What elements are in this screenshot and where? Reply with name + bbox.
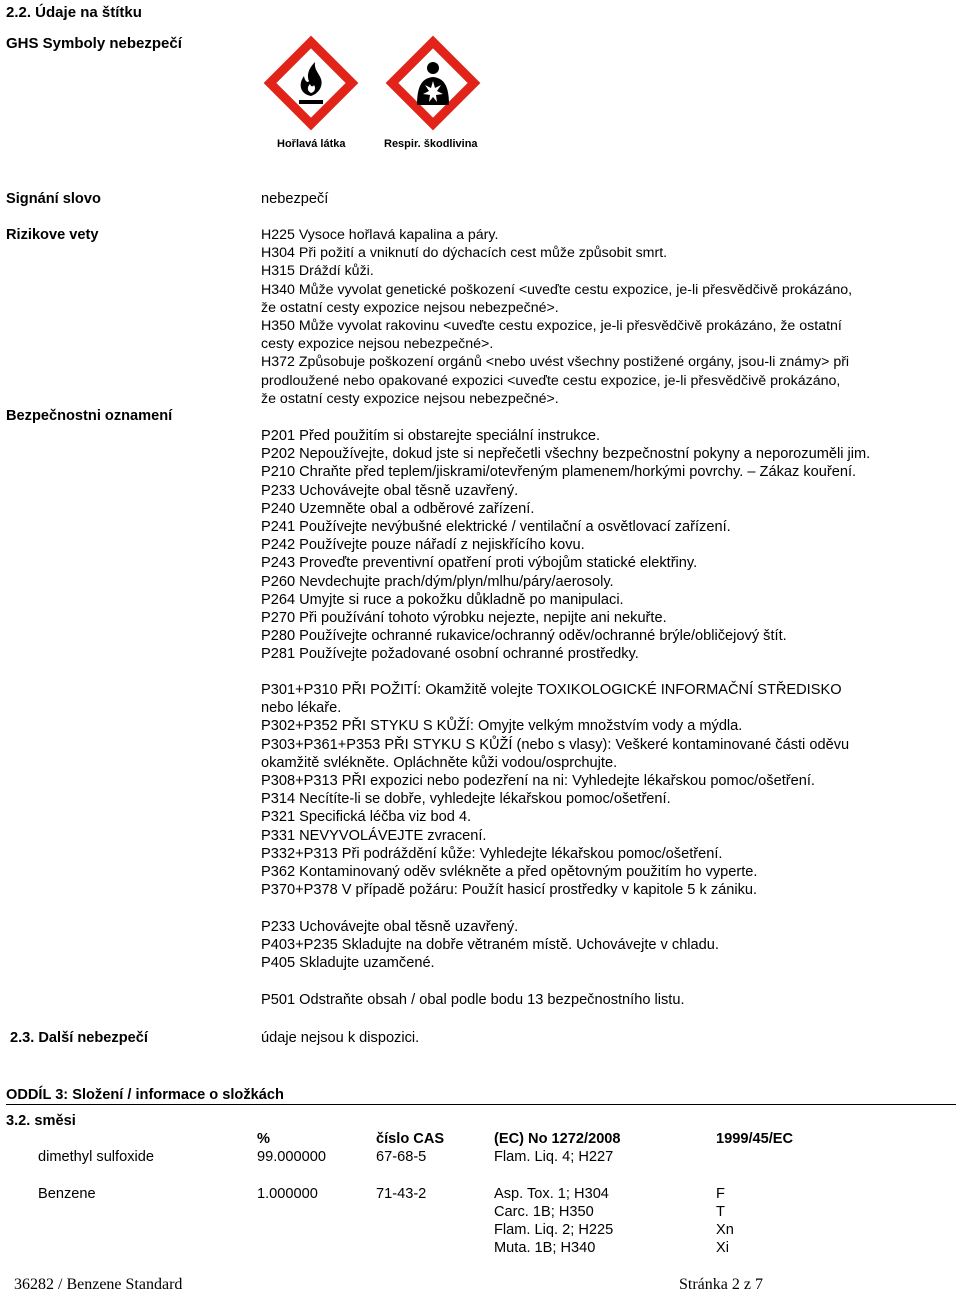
- component-cas: 67-68-5: [376, 1149, 427, 1165]
- component-cas: 71-43-2: [376, 1186, 427, 1202]
- precautionary-statement: P301+P310 PŘI POŽITÍ: Okamžitě volejte TOXIKOLOGICKÉ INFORMAČNÍ STŘEDISKO: [261, 682, 842, 698]
- footer-document: 36282 / Benzene Standard: [14, 1276, 183, 1293]
- hazard-statement: že ostatní cesty expozice nejsou nebezpečné>.: [261, 299, 559, 316]
- column-header-cas: číslo CAS: [376, 1131, 445, 1147]
- component-dsd: Xi: [716, 1240, 729, 1256]
- hazard-statement: prodloužené nebo opakované expozici <uveďte cestu expozice, je-li přesvědčivě prokázáno,: [261, 372, 841, 389]
- hazard-statement: H304 Při požití a vniknutí do dýchacích cest může způsobit smrt.: [261, 245, 668, 262]
- signal-word-value: nebezpečí: [261, 191, 329, 207]
- precautionary-statement: P242 Používejte pouze nářadí z nejiskřícího kovu.: [261, 537, 585, 554]
- precautionary-statement: nebo lékaře.: [261, 700, 342, 717]
- precautionary-statement: P280 Používejte ochranné rukavice/ochranný oděv/ochranné brýle/obličejový štít.: [261, 628, 787, 645]
- precautionary-statement: P331 NEVYVOLÁVEJTE zvracení.: [261, 827, 487, 844]
- component-percent: 99.000000: [257, 1149, 326, 1165]
- other-hazards-label: 2.3. Další nebezpečí: [10, 1030, 148, 1046]
- precautionary-response: [261, 681, 951, 899]
- section-heading: 2.2. Údaje na štítku: [6, 4, 142, 21]
- precautionary-statement: P321 Specifická léčba viz bod 4.: [261, 809, 472, 826]
- component-clp: Flam. Liq. 2; H225: [494, 1222, 614, 1238]
- precautionary-statement: P303+P361+P353 PŘI STYKU S KŮŽÍ (nebo s vlasy): Veškeré kontaminované části oděvu: [261, 736, 850, 753]
- precautionary-statement: P281 Používejte požadované osobní ochranné prostředky.: [261, 646, 639, 663]
- precautionary-statement: P241 Používejte nevýbušné elektrické / ventilační a osvětlovací zařízení.: [261, 519, 731, 536]
- hazard-statement: H340 Může vyvolat genetické poškození <uveďte cestu expozice, je-li přesvědčivě prokázáno,: [261, 281, 853, 298]
- hazard-statement: H315 Dráždí kůži.: [261, 263, 374, 280]
- component-name: dimethyl sulfoxide: [38, 1149, 154, 1165]
- component-percent: 1.000000: [257, 1186, 318, 1202]
- hazard-statement: H372 Způsobuje poškození orgánů <nebo uvést všechny postižené orgány, jsou-li známy> při: [261, 354, 850, 371]
- section-divider: [6, 1104, 956, 1105]
- precautionary-statement: P243 Proveďte preventivní opatření proti výbojům statické elektřiny.: [261, 555, 698, 572]
- hazard-statement: H225 Vysoce hořlavá kapalina a páry.: [261, 227, 499, 243]
- health-hazard-icon: [384, 34, 482, 132]
- precautionary-disposal: [261, 991, 951, 1009]
- precautionary-statement: P233 Uchovávejte obal těsně uzavřený.: [261, 482, 519, 499]
- safety-notices-label: Bezpečnostni oznamení: [6, 408, 173, 424]
- component-clp: Flam. Liq. 4; H227: [494, 1149, 614, 1165]
- column-header-percent: %: [257, 1131, 270, 1147]
- component-dsd: F: [716, 1186, 725, 1202]
- risk-phrases-label: Rizikove vety: [6, 227, 99, 243]
- precautionary-statement: P403+P235 Skladujte na dobře větraném místě. Uchovávejte v chladu.: [261, 937, 719, 954]
- precautionary-statement: P264 Umyjte si ruce a pokožku důkladně po manipulaci.: [261, 591, 624, 608]
- section-3-heading: ODDÍL 3: Složení / informace o složkách: [6, 1087, 284, 1103]
- precautionary-statement: P314 Necítíte-li se dobře, vyhledejte lékařskou pomoc/ošetření.: [261, 791, 671, 808]
- precautionary-statement: P260 Nevdechujte prach/dým/plyn/mlhu/páry/aerosoly.: [261, 573, 614, 590]
- hazard-statement: H350 Může vyvolat rakovinu <uveďte cestu expozice, je-li přesvědčivě prokázáno, že ostatní: [261, 318, 842, 335]
- hazard-statement: cesty expozice nejsou nebezpečné>.: [261, 336, 494, 353]
- precautionary-statement: P210 Chraňte před teplem/jiskrami/otevřeným plamenem/horkými povrchy. – Zákaz kouření.: [261, 464, 857, 481]
- pictogram-caption-health: Respir. škodlivina: [384, 138, 478, 150]
- precautionary-storage: [261, 918, 951, 973]
- flame-icon: [262, 34, 360, 132]
- component-dsd: Xn: [716, 1222, 734, 1238]
- component-name: Benzene: [38, 1186, 96, 1202]
- component-clp: Muta. 1B; H340: [494, 1240, 596, 1256]
- precautionary-statement: P270 Při používání tohoto výrobku nejezte, nepijte ani nekuřte.: [261, 610, 667, 627]
- precautionary-statement: P405 Skladujte uzamčené.: [261, 955, 435, 972]
- component-clp: Asp. Tox. 1; H304: [494, 1186, 609, 1202]
- footer-page-number: Stránka 2 z 7: [679, 1276, 763, 1293]
- precautionary-statement: P501 Odstraňte obsah / obal podle bodu 13 bezpečnostního listu.: [261, 992, 685, 1008]
- precautionary-statement: okamžitě svlékněte. Opláchněte kůži vodou/osprchujte.: [261, 754, 618, 771]
- component-dsd: T: [716, 1204, 725, 1220]
- precautionary-statement: P370+P378 V případě požáru: Použít hasicí prostředky v kapitole 5 k zániku.: [261, 882, 758, 899]
- component-clp: Carc. 1B; H350: [494, 1204, 594, 1220]
- other-hazards-value: údaje nejsou k dispozici.: [261, 1030, 420, 1046]
- precautionary-statement: P240 Uzemněte obal a odběrové zařízení.: [261, 500, 535, 517]
- column-header-dsd: 1999/45/EC: [716, 1131, 794, 1147]
- signal-word-label: Signání slovo: [6, 191, 101, 207]
- column-header-clp: (EC) No 1272/2008: [494, 1131, 621, 1147]
- precautionary-statement: P308+P313 PŘI expozici nebo podezření na ni: Vyhledejte lékařskou pomoc/ošetření.: [261, 773, 815, 790]
- precautionary-statement: P201 Před použitím si obstarejte speciální instrukce.: [261, 428, 601, 444]
- precautionary-statement: P233 Uchovávejte obal těsně uzavřený.: [261, 919, 519, 935]
- precautionary-prevention: [261, 427, 951, 664]
- precautionary-statement: P202 Nepoužívejte, dokud jste si nepřečetli všechny bezpečnostní pokyny a neporozuměli jim.: [261, 446, 871, 463]
- hazard-statements: [261, 226, 951, 408]
- precautionary-statement: P302+P352 PŘI STYKU S KŮŽÍ: Omyjte velkým množstvím vody a mýdla.: [261, 718, 743, 735]
- pictogram-caption-flammable: Hořlavá látka: [277, 138, 346, 150]
- ghs-title: GHS Symboly nebezpečí: [6, 35, 182, 52]
- mixtures-subheading: 3.2. směsi: [6, 1113, 76, 1129]
- hazard-statement: že ostatní cesty expozice nejsou nebezpečné>.: [261, 390, 559, 407]
- precautionary-statement: P362 Kontaminovaný oděv svlékněte a před opětovným použitím ho vyperte.: [261, 864, 758, 881]
- precautionary-statement: P332+P313 Při podráždění kůže: Vyhledejte lékařskou pomoc/ošetření.: [261, 845, 723, 862]
